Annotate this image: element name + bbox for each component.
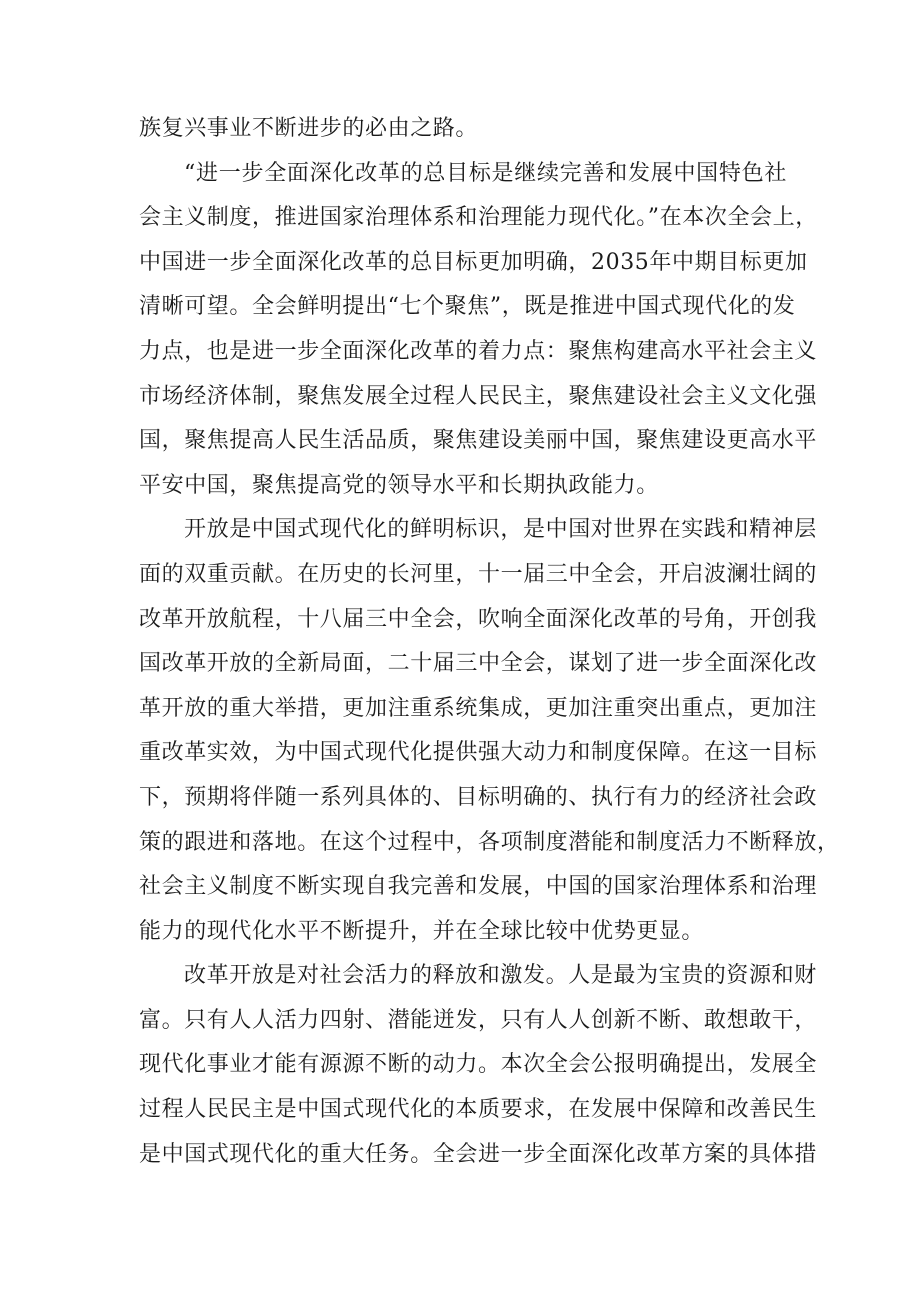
text-line: 清晰可望。全会鲜明提出“七个聚焦”，既是推进中国式现代化的发 xyxy=(139,294,796,320)
text-line: 平安中国，聚焦提高党的领导水平和长期执政能力。 xyxy=(139,472,659,498)
text-line: 革开放的重大举措，更加注重系统集成，更加注重突出重点，更加注 xyxy=(139,695,818,721)
text-line: 下，预期将伴随一系列具体的、目标明确的、执行有力的经济社会政 xyxy=(139,784,818,810)
text-line: 力点，也是进一步全面深化改革的着力点：聚焦构建高水平社会主义 xyxy=(139,338,818,364)
text-line: 国改革开放的全新局面，二十届三中全会，谋划了进一步全面深化改 xyxy=(139,651,818,677)
text-line: 是中国式现代化的重大任务。全会进一步全面深化改革方案的具体措 xyxy=(139,1141,818,1167)
text-line: 重改革实效，为中国式现代化提供强大动力和制度保障。在这一目标 xyxy=(139,740,818,766)
text-line: 国，聚焦提高人民生活品质，聚焦建设美丽中国，聚焦建设更高水平 xyxy=(139,428,818,454)
text-line: 面的双重贡献。在历史的长河里，十一届三中全会，开启波澜壮阔的 xyxy=(139,561,818,587)
text-line: 富。只有人人活力四射、潜能迸发，只有人人创新不断、敢想敢干， xyxy=(139,1007,818,1033)
text-line: “进一步全面深化改革的总目标是继续完善和发展中国特色社 xyxy=(184,160,787,186)
text-line: 会主义制度，推进国家治理体系和治理能力现代化。”在本次全会上， xyxy=(139,205,818,231)
document-body xyxy=(139,107,840,1177)
text-line: 市场经济体制，聚焦发展全过程人民民主，聚焦建设社会主义文化强 xyxy=(139,383,818,409)
text-line: 族复兴事业不断进步的必由之路。 xyxy=(139,116,479,141)
text-line: 中国进一步全面深化改革的总目标更加明确，2035年中期目标更加 xyxy=(139,249,808,275)
text-line: 改革开放是对社会活力的释放和激发。人是最为宝贵的资源和财 xyxy=(184,963,817,989)
text-line: 开放是中国式现代化的鲜明标识，是中国对世界在实践和精神层 xyxy=(184,517,817,543)
text-line: 改革开放航程，十八届三中全会，吹响全面深化改革的号角，开创我 xyxy=(139,606,818,632)
text-line: 能力的现代化水平不断提升，并在全球比较中优势更显。 xyxy=(139,918,705,944)
text-line: 社会主义制度不断实现自我完善和发展，中国的国家治理体系和治理 xyxy=(139,874,818,900)
text-line: 现代化事业才能有源源不断的动力。本次全会公报明确提出，发展全 xyxy=(139,1052,818,1078)
text-line: 过程人民民主是中国式现代化的本质要求，在发展中保障和改善民生 xyxy=(139,1097,818,1123)
text-line: 策的跟进和落地。在这个过程中，各项制度潜能和制度活力不断释放， xyxy=(139,829,840,855)
